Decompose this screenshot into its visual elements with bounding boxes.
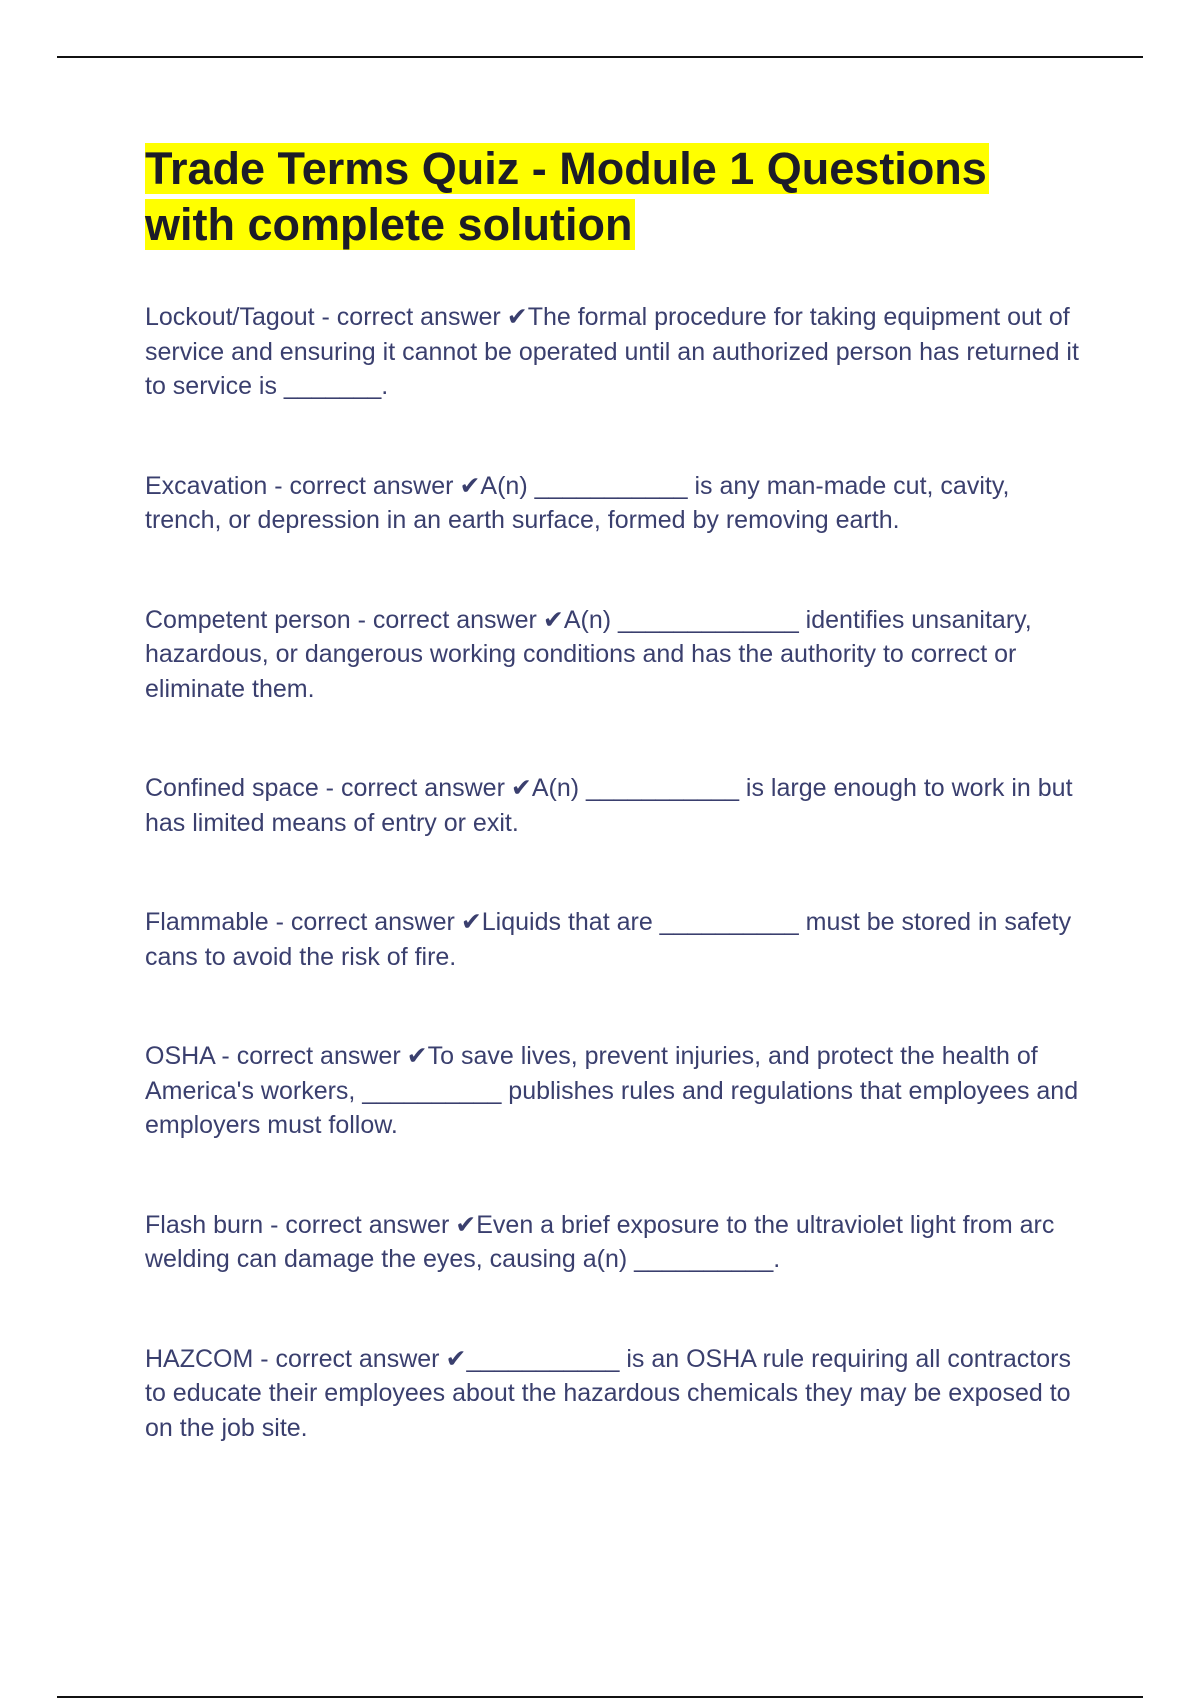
qa-definition: The formal procedure for taking equipment out of service and ensuring it cannot be operated until an authorized person has returned it to service is _______. [145,303,1079,400]
check-icon: ✔ [455,1210,477,1239]
qa-definition: Liquids that are __________ must be stored in safety cans to avoid the risk of fire. [145,908,1072,971]
top-rule [57,56,1143,58]
qa-item [145,1039,1085,1143]
document-title [145,141,1085,253]
qa-item [145,1208,1085,1277]
qa-definition: A(n) ___________ is any man-made cut, cavity, trench, or depression in an earth surface, formed by removing earth. [145,471,1010,534]
check-icon: ✔ [542,605,564,634]
qa-term: Flammable [145,908,269,936]
qa-definition: ___________ is an OSHA rule requiring all contractors to educate their employees about the hazardous chemicals they may be exposed to on the job site. [145,1344,1071,1442]
answer-marker: - correct answer [267,471,454,500]
qa-item [145,771,1085,840]
bottom-rule [57,1696,1143,1698]
qa-item [145,469,1085,538]
qa-term: Competent person [145,605,351,634]
check-icon: ✔ [445,1344,467,1373]
qa-term: Flash burn [145,1210,264,1239]
answer-marker: - correct answer [214,1042,401,1070]
answer-marker: - correct answer [263,1210,450,1239]
document-body [145,141,1085,1445]
qa-term: OSHA [145,1042,215,1070]
answer-marker: - correct answer [318,774,505,802]
qa-definition: Even a brief exposure to the ultraviolet light from arc welding can damage the eyes, causing a(n) __________. [145,1210,1055,1273]
qa-term: HAZCOM [145,1344,254,1373]
answer-marker: - correct answer [314,303,501,331]
qa-item [145,603,1085,707]
check-icon: ✔ [510,774,532,802]
answer-marker: - correct answer [253,1344,440,1373]
check-icon: ✔ [406,1042,428,1070]
qa-term: Lockout/Tagout [145,303,315,331]
answer-marker: - correct answer [268,908,455,936]
qa-term: Confined space [145,774,319,802]
qa-definition: A(n) ___________ is large enough to work in but has limited means of entry or exit. [145,774,1073,837]
qa-definition: To save lives, prevent injuries, and protect the health of America's workers, __________ publishes rules and regulations that employees and employers must follow. [145,1042,1079,1139]
check-icon: ✔ [506,303,528,331]
qa-term: Excavation [145,471,268,500]
title-highlight: Trade Terms Quiz - Module 1 Questions with complete solution [145,143,987,250]
qa-definition: A(n) _____________ identifies unsanitary, hazardous, or dangerous working conditions and has the authority to correct or eliminate them. [145,605,1032,703]
qa-item [145,905,1085,974]
qa-item [145,300,1085,404]
check-icon: ✔ [460,908,482,936]
check-icon: ✔ [459,471,481,500]
qa-item [145,1342,1085,1446]
answer-marker: - correct answer [350,605,537,634]
qa-list [145,300,1085,1445]
